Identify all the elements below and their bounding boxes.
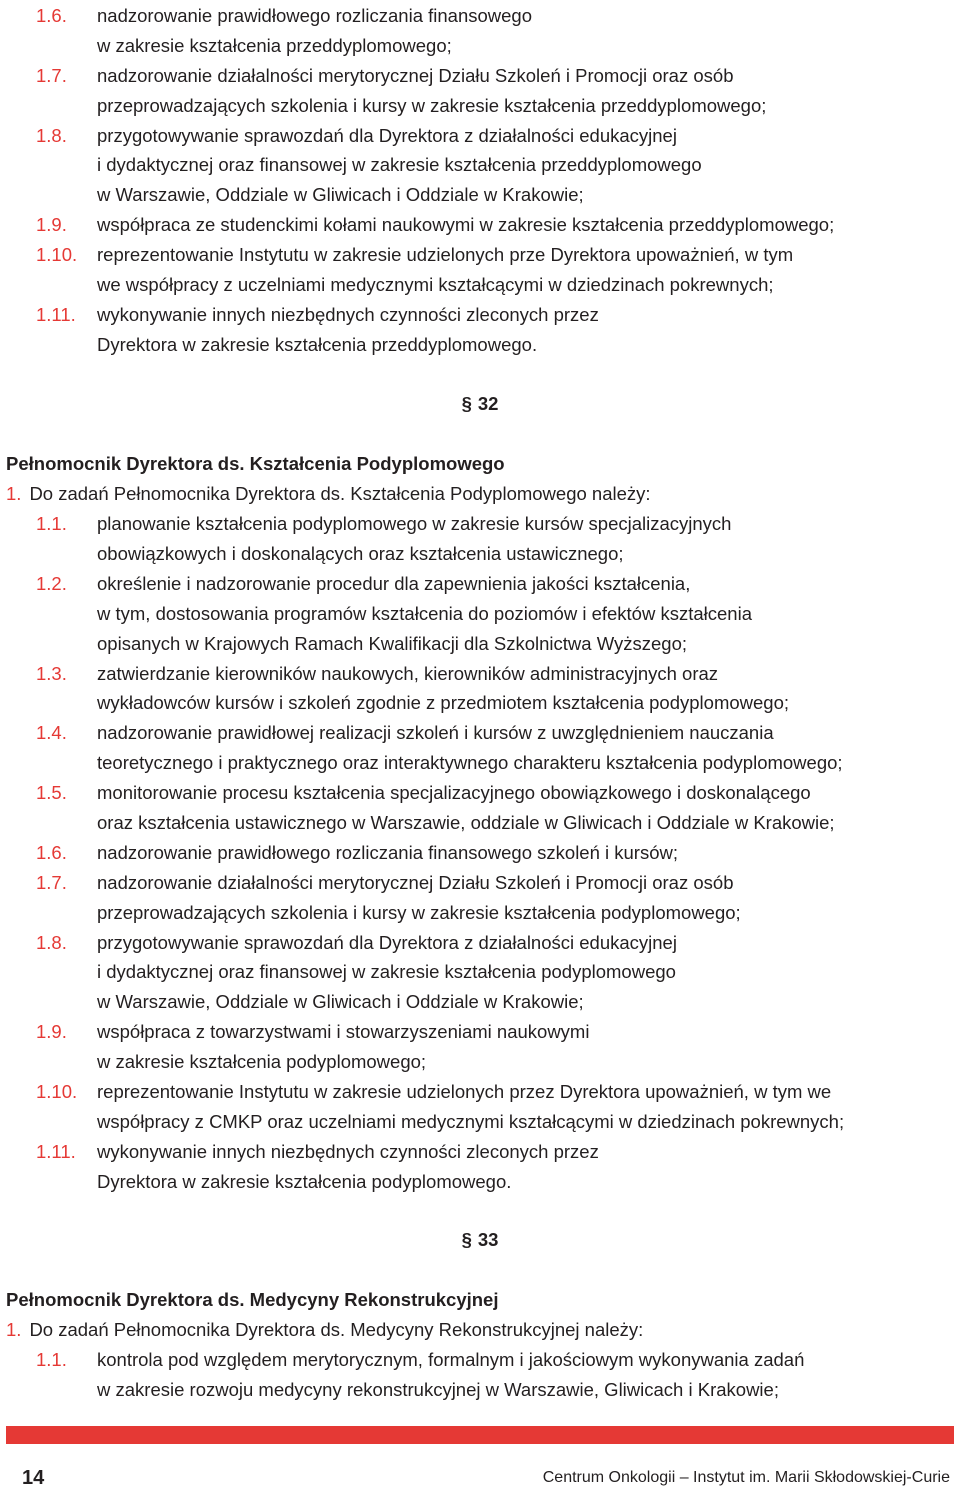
item-text-line: i dydaktycznej oraz finansowej w zakresie kształcenia przeddyplomowego — [97, 154, 702, 176]
item-text-line: planowanie kształcenia podyplomowego w zakresie kursów specjalizacyjnych — [97, 513, 732, 534]
item-text-line: współpraca z towarzystwami i stowarzyszeniami naukowymi — [97, 1021, 590, 1043]
intro-text: Do zadań Pełnomocnika Dyrektora ds. Kształcenia Podyplomowego należy: — [29, 483, 651, 504]
item-text-line: w Warszawie, Oddziale w Gliwicach i Oddziale w Krakowie; — [97, 184, 584, 206]
item-number: 1.4. — [36, 722, 67, 744]
item-number: 1.5. — [36, 782, 67, 804]
item-number: 1.3. — [36, 662, 67, 684]
item-text-line: przygotowywanie sprawozdań dla Dyrektora z działalności edukacyjnej — [97, 931, 677, 953]
item-number: 1.6. — [36, 5, 67, 26]
section-32-mark — [0, 393, 960, 415]
item-text-line: współpraca ze studenckimi kołami naukowymi w zakresie kształcenia przeddyplomowego; — [97, 214, 835, 236]
item-number: 1.9. — [36, 214, 67, 236]
intro-text: Do zadań Pełnomocnika Dyrektora ds. Medycyny Rekonstrukcyjnej należy: — [29, 1319, 644, 1340]
item-text-line: w Warszawie, Oddziale w Gliwicach i Oddziale w Krakowie; — [97, 991, 584, 1013]
item-text-line: w zakresie kształcenia przeddyplomowego; — [97, 34, 452, 56]
section-number: 32 — [477, 393, 499, 414]
item-text-line: wykładowców kursów i szkoleń zgodnie z przedmiotem kształcenia podyplomowego; — [97, 692, 790, 714]
item-text-line: monitorowanie procesu kształcenia specjalizacyjnego obowiązkowego i doskonalącego — [97, 782, 811, 804]
item-text-line: nadzorowanie prawidłowej realizacji szkoleń i kursów z uwzględnieniem nauczania — [97, 722, 774, 744]
section-number: 33 — [477, 1229, 499, 1250]
footer-institution: Centrum Onkologii – Instytut im. Marii Skłodowskiej-Curie — [542, 1469, 950, 1486]
section-33-intro — [6, 1319, 643, 1341]
item-number: 1.8. — [36, 931, 67, 953]
item-number: 1.6. — [36, 841, 67, 863]
item-text-line: w zakresie kształcenia podyplomowego; — [97, 1051, 427, 1073]
item-text-line: teoretycznego i praktycznego oraz interaktywnego charakteru kształcenia podyplomowego; — [97, 752, 843, 774]
item-text-line: określenie i nadzorowanie procedur dla zapewnienia jakości kształcenia, — [97, 572, 691, 594]
item-text-line: wykonywanie innych niezbędnych czynności zleconych przez — [97, 1140, 599, 1162]
item-text-line: przeprowadzających szkolenia i kursy w zakresie kształcenia przeddyplomowego; — [97, 94, 767, 116]
item-text-line: w zakresie rozwoju medycyny rekonstrukcyjnej w Warszawie, Gliwicach i Krakowie; — [97, 1378, 779, 1400]
page-number: 14 — [22, 1467, 45, 1489]
item-text-line: wykonywanie innych niezbędnych czynności zleconych przez — [97, 304, 599, 325]
item-number: 1.10. — [36, 1081, 78, 1103]
item-number: 1.11. — [36, 304, 76, 325]
item-text-line: nadzorowanie prawidłowego rozliczania finansowego — [97, 5, 533, 26]
section-32-intro — [6, 483, 651, 505]
section-32-heading: Pełnomocnik Dyrektora ds. Kształcenia Podyplomowego — [6, 453, 505, 474]
section-33-mark — [0, 1229, 960, 1251]
item-number: 1.8. — [36, 124, 67, 146]
item-text-line: reprezentowanie Instytutu w zakresie udzielonych prze Dyrektora upoważnień, w tym — [97, 244, 794, 266]
item-text-line: współpracy z CMKP oraz uczelniami medycznymi kształcącymi w dziedzinach pokrewnych; — [97, 1110, 845, 1132]
item-text-line: opisanych w Krajowych Ramach Kwalifikacji dla Szkolnictwa Wyższego; — [97, 632, 688, 654]
item-text-line: nadzorowanie prawidłowego rozliczania finansowego szkoleń i kursów; — [97, 841, 679, 863]
item-text-line: Dyrektora w zakresie kształcenia przeddyplomowego. — [97, 333, 538, 355]
item-text-line: reprezentowanie Instytutu w zakresie udzielonych przez Dyrektora upoważnień, w tym we — [97, 1081, 832, 1103]
item-text-line: i dydaktycznej oraz finansowej w zakresie kształcenia podyplomowego — [97, 961, 676, 983]
item-text-line: oraz kształcenia ustawicznego w Warszawie, oddziale w Gliwicach i Oddziale w Krakowie; — [97, 811, 835, 833]
item-text-line: nadzorowanie działalności merytorycznej Działu Szkoleń i Promocji oraz osób — [97, 871, 734, 893]
footer-rule — [6, 1426, 954, 1444]
item-number: 1.10. — [36, 244, 78, 266]
item-number: 1.7. — [36, 64, 67, 86]
item-text-line: kontrola pod względem merytorycznym, formalnym i jakościowym wykonywania zadań — [97, 1349, 805, 1370]
item-text-line: przygotowywanie sprawozdań dla Dyrektora z działalności edukacyjnej — [97, 124, 677, 146]
item-text-line: we współpracy z uczelniami medycznymi kształcącymi w dziedzinach pokrewnych; — [97, 274, 774, 296]
item-text-line: przeprowadzających szkolenia i kursy w zakresie kształcenia podyplomowego; — [97, 901, 741, 923]
item-number: 1.11. — [36, 1140, 76, 1162]
item-text-line: zatwierdzanie kierowników naukowych, kierowników administracyjnych oraz — [97, 662, 719, 684]
item-number: 1.2. — [36, 572, 67, 594]
item-number: 1.7. — [36, 871, 67, 893]
item-text-line: w tym, dostosowania programów kształcenia do poziomów i efektów kształcenia — [97, 602, 752, 624]
item-text-line: nadzorowanie działalności merytorycznej Działu Szkoleń i Promocji oraz osób — [97, 64, 734, 86]
intro-number: 1. — [6, 483, 22, 504]
section-33-heading: Pełnomocnik Dyrektora ds. Medycyny Rekonstrukcyjnej — [6, 1289, 499, 1310]
item-text-line: Dyrektora w zakresie kształcenia podyplomowego. — [97, 1170, 512, 1192]
item-text-line: obowiązkowych i doskonalących oraz kształcenia ustawicznego; — [97, 542, 624, 564]
section-sign: § — [461, 1229, 472, 1250]
intro-number: 1. — [6, 1319, 22, 1340]
item-number: 1.1. — [36, 513, 67, 534]
section-sign: § — [461, 393, 472, 414]
item-number: 1.9. — [36, 1021, 67, 1043]
item-number: 1.1. — [36, 1349, 67, 1370]
